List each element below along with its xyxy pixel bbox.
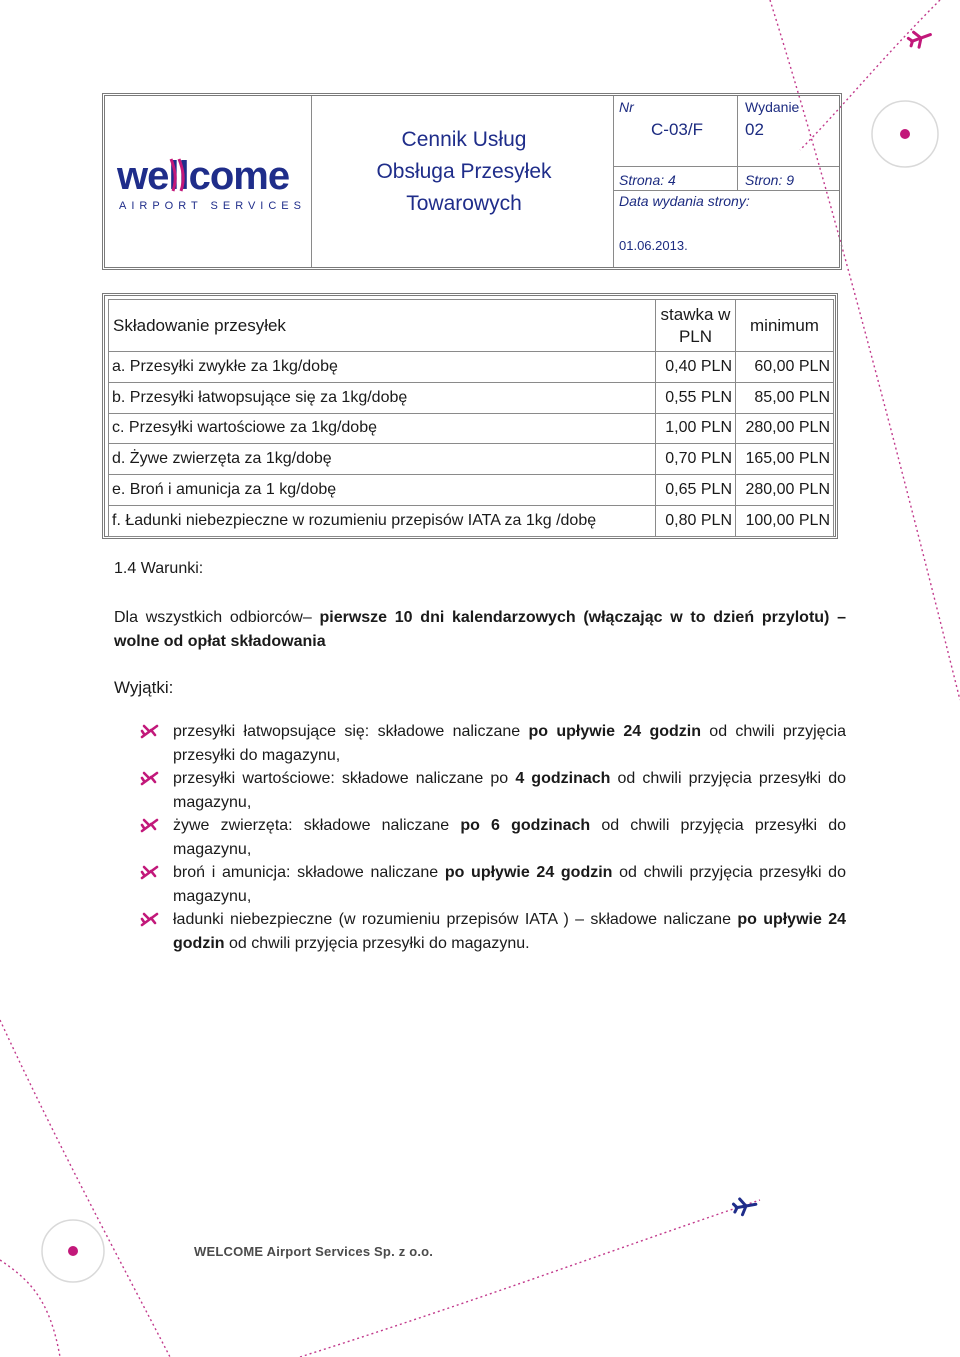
exception-bold: po upływie 24 godzin: [528, 723, 701, 740]
table-row: [109, 505, 834, 536]
page-count: Stron: 9: [745, 172, 795, 188]
logo-text: wellcome: [117, 154, 290, 198]
intro-text: Dla wszystkich odbiorców–: [114, 609, 320, 626]
title-line: Cennik Usług: [401, 128, 527, 151]
exception-text: żywe zwierzęta: składowe naliczane: [173, 817, 461, 834]
intro-bold-text: pierwsze 10 dni kalendarzowych (włączając w to dzień przylotu) – wolne od opłat składowania: [114, 609, 846, 650]
document-title: [319, 124, 609, 220]
list-item: [140, 814, 846, 861]
list-item: [140, 861, 846, 908]
decor-target-circle: [872, 101, 938, 167]
row-rate: 0,40 PLN: [656, 352, 736, 383]
exception-bold: po 6 godzinach: [460, 817, 591, 834]
exception-text: od chwili przyjęcia przesyłki do magazynu,: [173, 770, 846, 811]
wydanie-label: Wydanie: [745, 99, 800, 115]
issue-date-label: Data wydania strony:: [619, 193, 750, 209]
divider: [613, 190, 839, 191]
title-line: Towarowych: [406, 192, 522, 215]
exception-text: od chwili przyjęcia przesyłki do magazynu.: [224, 934, 530, 952]
divider: [613, 96, 614, 267]
exception-bold: po upływie 24 godzin: [173, 911, 846, 952]
table-row: [109, 444, 834, 475]
table-row: [109, 413, 834, 444]
row-name: a. Przesyłki zwykłe za 1kg/dobę: [109, 352, 656, 383]
plane-icon: [140, 864, 160, 880]
row-name: f. Ładunki niebezpieczne w rozumieniu przepisów IATA za 1kg /dobę: [109, 505, 656, 536]
column-header-rate: stawka w PLN: [656, 300, 736, 352]
issue-date-value: 01.06.2013.: [619, 238, 688, 253]
exception-text: ładunki niebezpieczne (w rozumieniu przepisów IATA ) – składowe naliczane: [173, 911, 738, 928]
logo-subtext: AIRPORT SERVICES: [119, 200, 306, 212]
title-line: Obsługa Przesyłek: [376, 160, 552, 183]
row-minimum: 85,00 PLN: [736, 382, 834, 413]
plane-icon: [140, 770, 160, 786]
table-row: [109, 382, 834, 413]
exception-text: od chwili przyjęcia przesyłki do magazynu,: [173, 817, 846, 858]
row-minimum: 60,00 PLN: [736, 352, 834, 383]
exceptions-list: [140, 720, 846, 955]
footer-company-name: WELCOME Airport Services Sp. z o.o.: [194, 1244, 434, 1259]
row-name: c. Przesyłki wartościowe za 1kg/dobę: [109, 413, 656, 444]
row-minimum: 280,00 PLN: [736, 413, 834, 444]
page-number: Strona: 4: [619, 172, 676, 188]
row-minimum: 280,00 PLN: [736, 475, 834, 506]
exception-bold: po upływie 24 godzin: [444, 864, 613, 881]
table-row: [109, 352, 834, 383]
row-rate: 0,70 PLN: [656, 444, 736, 475]
exceptions-title: Wyjątki:: [114, 678, 174, 697]
plane-icon: [140, 817, 160, 833]
column-header-minimum: minimum: [736, 300, 834, 352]
list-item: [140, 720, 846, 767]
table-row: [109, 475, 834, 506]
section-title: 1.4 Warunki:: [114, 560, 204, 577]
plane-icon: [140, 723, 160, 739]
row-name: b. Przesyłki łatwopsujące się za 1kg/dobę: [109, 382, 656, 413]
exception-text: przesyłki wartościowe: składowe naliczane po: [173, 770, 516, 787]
exception-text: od chwili przyjęcia przesyłki do magazynu,: [173, 864, 846, 905]
row-minimum: 165,00 PLN: [736, 444, 834, 475]
row-rate: 0,55 PLN: [656, 382, 736, 413]
document-header: [102, 93, 842, 270]
row-name: d. Żywe zwierzęta za 1kg/dobę: [109, 444, 656, 475]
divider: [311, 96, 312, 267]
list-item: [140, 767, 846, 814]
nr-label: Nr: [619, 99, 634, 115]
divider: [613, 166, 839, 167]
column-header-name: Składowanie przesyłek: [109, 300, 656, 352]
row-minimum: 100,00 PLN: [736, 505, 834, 536]
row-rate: 0,80 PLN: [656, 505, 736, 536]
exception-text: broń i amunicja: składowe naliczane: [173, 864, 445, 881]
exception-bold: 4 godzinach: [515, 770, 611, 787]
divider: [737, 166, 738, 190]
conditions-intro: [114, 606, 846, 654]
storage-rate-table: [102, 293, 838, 539]
list-item: [140, 908, 846, 955]
row-rate: 1,00 PLN: [656, 413, 736, 444]
exception-text: przesyłki łatwopsujące się: składowe naliczane: [173, 723, 529, 740]
exception-text: od chwili przyjęcia przesyłki do magazynu,: [173, 723, 846, 764]
nr-value: C-03/F: [651, 120, 703, 139]
divider: [737, 96, 738, 169]
row-name: e. Broń i amunicja za 1 kg/dobę: [109, 475, 656, 506]
decor-plane-icon: [907, 27, 933, 50]
decor-plane-icon: [733, 1196, 757, 1216]
table-header-row: [109, 300, 834, 352]
decor-target-circle: [42, 1220, 104, 1282]
plane-icon: [140, 911, 160, 927]
row-rate: 0,65 PLN: [656, 475, 736, 506]
wydanie-value: 02: [745, 120, 764, 139]
company-logo: [115, 151, 311, 213]
